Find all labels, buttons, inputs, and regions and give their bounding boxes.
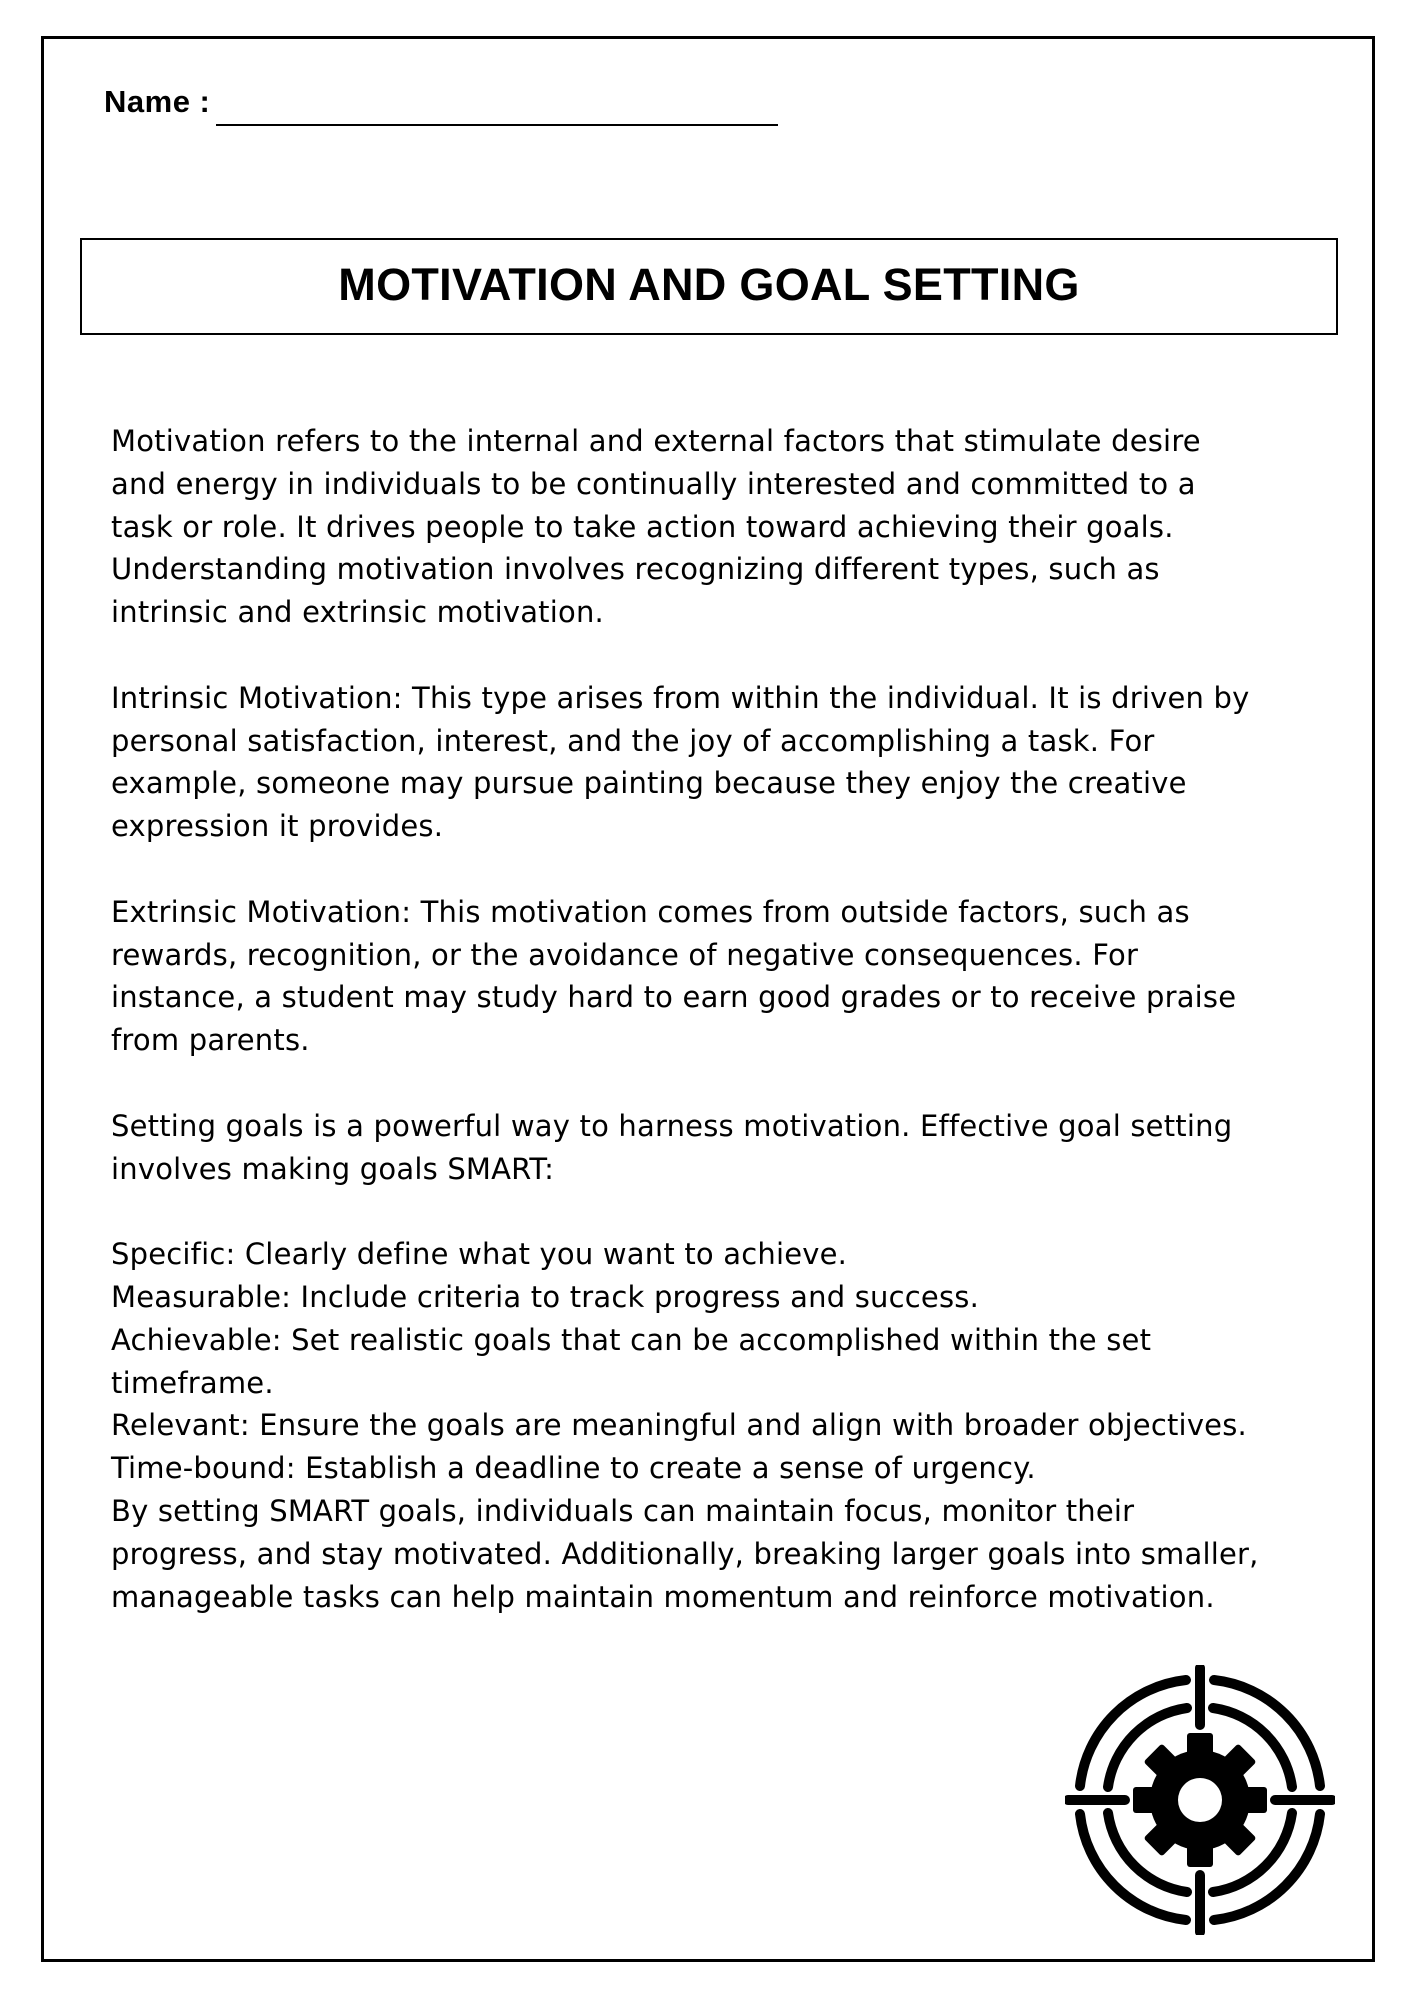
name-label: Name : — [104, 84, 211, 119]
worksheet-body — [111, 420, 1341, 1618]
page-title: MOTIVATION AND GOAL SETTING — [338, 258, 1080, 310]
text-line: Understanding motivation involves recognizing different types, such as — [111, 552, 1160, 587]
name-blank-line[interactable] — [216, 124, 778, 126]
smart-item-measurable: Measurable: Include criteria to track progress and success. — [111, 1279, 979, 1314]
text-line: expression it provides. — [111, 809, 444, 844]
text-line: Motivation refers to the internal and external factors that stimulate desire — [111, 424, 1201, 458]
text-line: Intrinsic Motivation: This type arises from within the individual. It is driven by — [111, 680, 1250, 715]
smart-summary-line: manageable tasks can help maintain momentum and reinforce motivation. — [111, 1579, 1215, 1614]
text-line: and energy in individuals to be continually interested and committed to a — [111, 466, 1196, 501]
paragraph-extrinsic-motivation — [111, 891, 1341, 1062]
text-line: from parents. — [111, 1023, 310, 1058]
name-field-row — [104, 84, 778, 120]
text-line: rewards, recognition, or the avoidance of negative consequences. For — [111, 937, 1139, 972]
text-line: Extrinsic Motivation: This motivation comes from outside factors, such as — [111, 894, 1190, 929]
text-line: Setting goals is a powerful way to harness motivation. Effective goal setting — [111, 1108, 1233, 1143]
text-line: instance, a student may study hard to earn good grades or to receive praise — [111, 980, 1237, 1015]
smart-item-achievable: Achievable: Set realistic goals that can be accomplished within the set — [111, 1322, 1152, 1357]
smart-item-relevant: Relevant: Ensure the goals are meaningful and align with broader objectives. — [111, 1408, 1247, 1443]
text-line: task or role. It drives people to take action toward achieving their goals. — [111, 509, 1174, 544]
smart-item-specific: Specific: Clearly define what you want to achieve. — [111, 1237, 848, 1272]
paragraph-goal-setting — [111, 1105, 1341, 1191]
smart-item-time-bound: Time-bound: Establish a deadline to create a sense of urgency. — [111, 1451, 1036, 1486]
smart-item-achievable-cont: timeframe. — [111, 1365, 274, 1400]
paragraph-motivation-definition — [111, 420, 1341, 634]
text-line: intrinsic and extrinsic motivation. — [111, 595, 604, 630]
paragraph-intrinsic-motivation — [111, 677, 1341, 848]
target-gear-icon — [1065, 1665, 1335, 1935]
smart-summary-line: By setting SMART goals, individuals can maintain focus, monitor their — [111, 1493, 1135, 1528]
smart-goals-list — [111, 1233, 1341, 1618]
title-box — [80, 238, 1338, 335]
text-line: involves making goals SMART: — [111, 1151, 555, 1186]
text-line: personal satisfaction, interest, and the joy of accomplishing a task. For — [111, 723, 1155, 758]
text-line: example, someone may pursue painting because they enjoy the creative — [111, 766, 1187, 801]
smart-summary-line: progress, and stay motivated. Additionally, breaking larger goals into smaller, — [111, 1536, 1259, 1571]
